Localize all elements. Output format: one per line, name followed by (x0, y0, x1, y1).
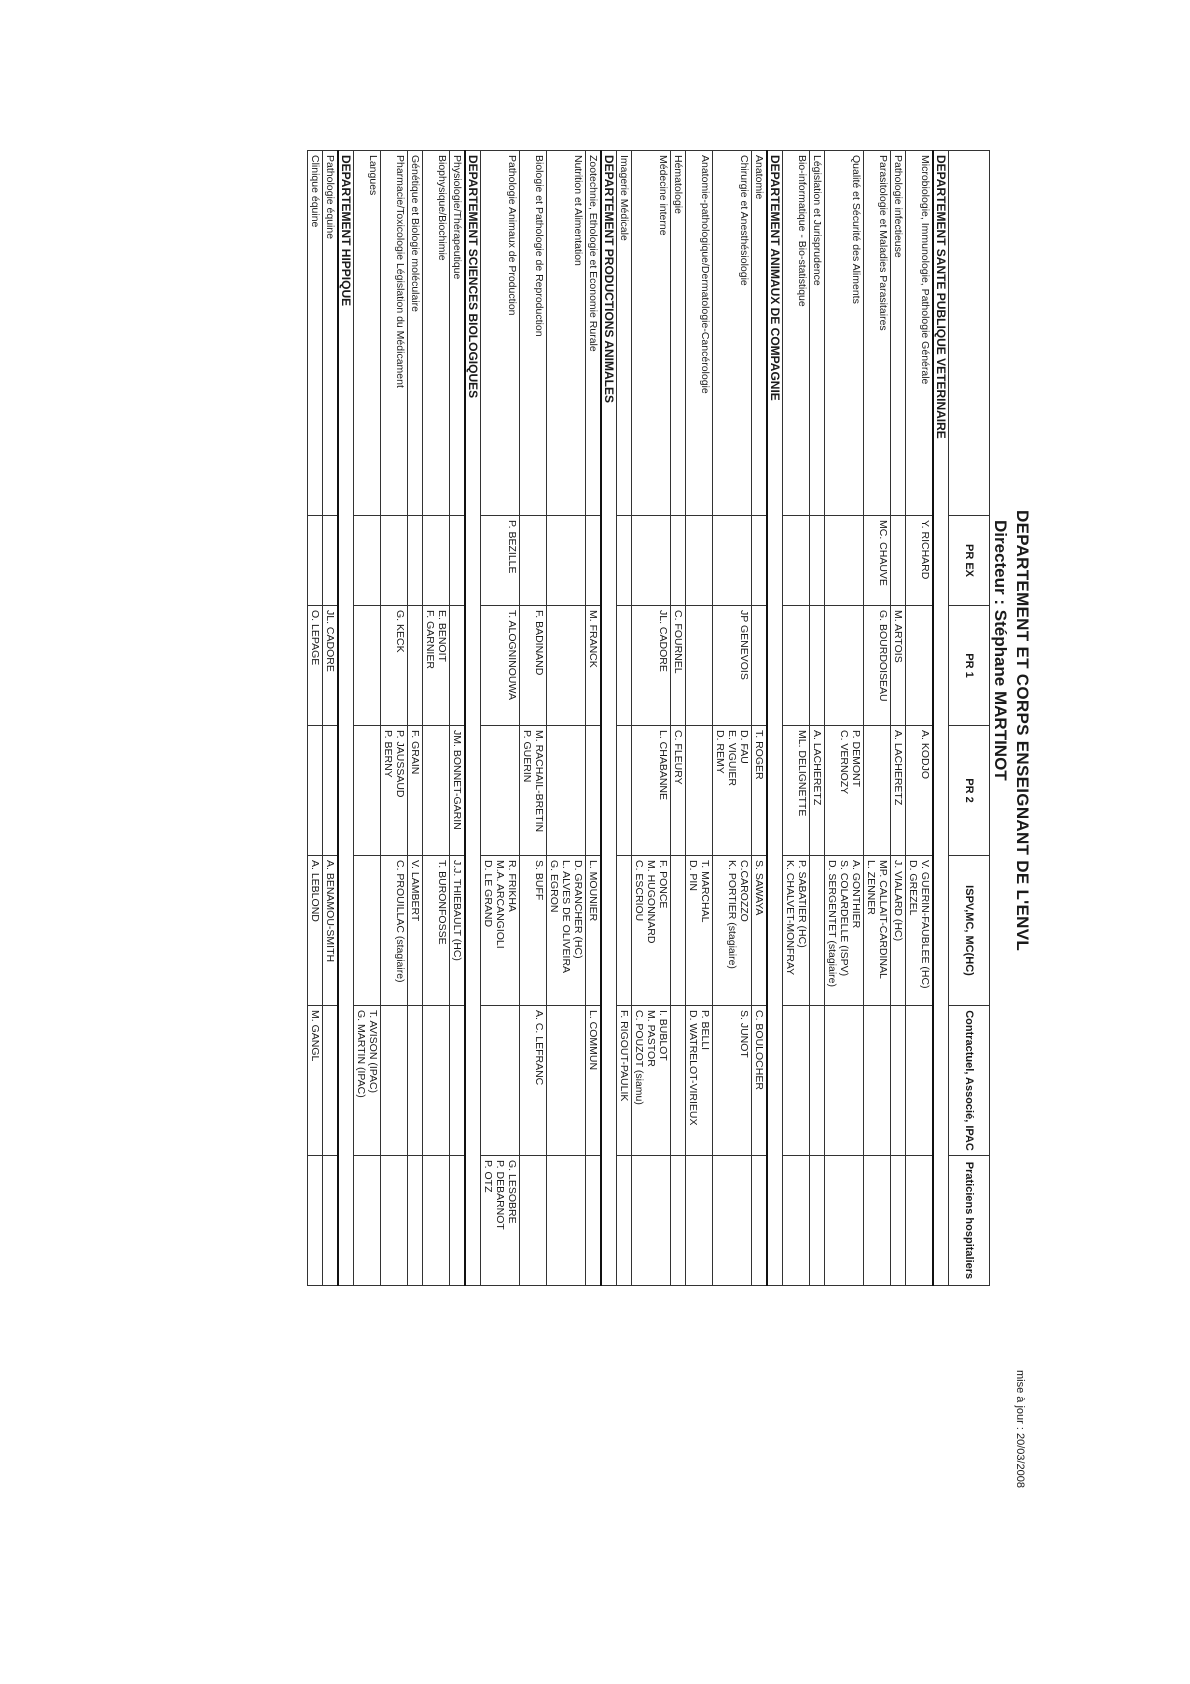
staff-cell: C. PROUILLAC (stagiaire) (381, 856, 408, 1006)
discipline-cell: Qualité et Sécurité des Aliments (825, 151, 864, 516)
staff-cell: S. SAWAYA (752, 856, 768, 1006)
discipline-cell: Clinique équine (308, 151, 323, 516)
staff-cell (752, 606, 768, 726)
staff-cell: F. PONCE M. HUGONNARD C. ESCRIOU (632, 856, 671, 1006)
staff-cell (323, 1006, 339, 1156)
table-row (891, 151, 906, 1286)
staff-cell (586, 1156, 602, 1286)
staff-cell: JM. BONNET-GARIN (450, 726, 466, 856)
staff-cell (450, 1006, 466, 1156)
staff-cell: MP. CALLAIT-CARDINAL L. ZENNER (864, 856, 891, 1006)
staff-cell (783, 1006, 810, 1156)
staff-cell (783, 1156, 810, 1286)
staff-cell: Y. RICHARD (906, 516, 934, 606)
staff-cell: JL. CADORE (632, 606, 671, 726)
staff-cell: P. DEMONT C. VERNOZY (825, 726, 864, 856)
staff-cell (408, 1156, 423, 1286)
staff-cell: A. LEBLOND (308, 856, 323, 1006)
discipline-cell: Biophysique/Biochimie (423, 151, 450, 516)
department-label: DEPARTEMENT SCIENCES BIOLOGIQUES (465, 151, 481, 1286)
table-row (354, 151, 381, 1286)
table-row (864, 151, 891, 1286)
staff-table (307, 150, 990, 1286)
staff-cell (547, 516, 586, 606)
staff-cell (713, 516, 752, 606)
discipline-cell: Imagerie Médicale (617, 151, 632, 516)
table-row (547, 151, 586, 1286)
staff-cell (423, 516, 450, 606)
staff-cell (354, 1156, 381, 1286)
staff-cell: L. CHABANNE (632, 726, 671, 856)
column-header: ISPV,MC, MC(HC) (949, 856, 990, 1006)
staff-cell: JP GENEVOIS (713, 606, 752, 726)
staff-cell: M. RACHAIL-BRETIN P. GUERIN (520, 726, 547, 856)
staff-cell (632, 1156, 671, 1286)
table-row (783, 151, 810, 1286)
table-row (752, 151, 768, 1286)
staff-cell: T. ALOGNINOUWA (481, 606, 520, 726)
discipline-cell: Bio-informatique - Bio-statistique (783, 151, 810, 516)
staff-cell (810, 606, 825, 726)
staff-cell: D. FAU E. VIGUIER D. REMY (713, 726, 752, 856)
staff-cell (423, 1006, 450, 1156)
table-row (381, 151, 408, 1286)
staff-cell: C. BOULOCHER (752, 1006, 768, 1156)
staff-cell: G. KECK (381, 606, 408, 726)
staff-cell (783, 516, 810, 606)
staff-cell (354, 726, 381, 856)
staff-cell (617, 726, 632, 856)
staff-cell (408, 606, 423, 726)
staff-cell: A. LACHERETZ (810, 726, 825, 856)
table-row (450, 151, 466, 1286)
staff-cell (481, 726, 520, 856)
staff-cell: A. KODJO (906, 726, 934, 856)
discipline-cell: Génétique et Biologie moléculaire (408, 151, 423, 516)
department-label: DEPARTEMENT PRODUCTIONS ANIMALES (601, 151, 617, 1286)
staff-cell (891, 1156, 906, 1286)
update-date: mise à jour : 20/03/2008 (1014, 1370, 1026, 1489)
staff-cell: T. MARCHAL D. PIN (686, 856, 713, 1006)
staff-cell (891, 516, 906, 606)
table-body (308, 151, 949, 1286)
staff-cell (891, 1006, 906, 1156)
discipline-cell: Pathologie infectieuse (891, 151, 906, 516)
staff-cell (354, 856, 381, 1006)
staff-cell: F. BADINAND (520, 606, 547, 726)
column-header (949, 151, 990, 516)
staff-cell: J. VIALARD (HC) (891, 856, 906, 1006)
staff-cell (686, 726, 713, 856)
table-row (713, 151, 752, 1286)
department-label: DEPARTEMENT SANTE PUBLIQUE VETERINAIRE (933, 151, 949, 1286)
discipline-cell: Parasitologie et Maladies Parasitaires (864, 151, 891, 516)
staff-cell: R. FRIKHA M.A. ARCANGIOLI D. LE GRAND (481, 856, 520, 1006)
staff-cell: F. RIGOUT-PAULIK (617, 1006, 632, 1156)
discipline-cell: Microbiologie, Immunologie, Pathologie Générale (906, 151, 934, 516)
staff-cell (686, 516, 713, 606)
discipline-cell: Chirurgie et Anesthésiologie (713, 151, 752, 516)
staff-cell (547, 1156, 586, 1286)
department-row (601, 151, 617, 1286)
staff-cell: A. C. LEFRANC (520, 1006, 547, 1156)
staff-cell (864, 1156, 891, 1286)
staff-cell: S. JUNOT (713, 1006, 752, 1156)
table-row (408, 151, 423, 1286)
staff-cell (810, 1006, 825, 1156)
staff-cell (520, 1156, 547, 1286)
staff-cell: L. MOUNIER (586, 856, 602, 1006)
discipline-cell: Nutrition et Alimentation (547, 151, 586, 516)
staff-cell (864, 726, 891, 856)
discipline-cell: Physiologie/Thérapeutique (450, 151, 466, 516)
staff-cell (825, 606, 864, 726)
department-row (465, 151, 481, 1286)
table-row (617, 151, 632, 1286)
table-row (323, 151, 339, 1286)
staff-cell (481, 1006, 520, 1156)
staff-cell (752, 516, 768, 606)
staff-cell (825, 1156, 864, 1286)
table-row (520, 151, 547, 1286)
staff-cell: C. FLEURY (671, 726, 686, 856)
staff-cell: A. GONTHIER S. COLARDELLE (ISPV) D. SERGENTET (stagiaire) (825, 856, 864, 1006)
staff-cell: E. BENOIT F. GARNIER (423, 606, 450, 726)
staff-cell (810, 1156, 825, 1286)
staff-cell (617, 1156, 632, 1286)
staff-cell: O. LEPAGE (308, 606, 323, 726)
staff-cell: T. ROGER (752, 726, 768, 856)
staff-cell: A. BENAMOU-SMITH (323, 856, 339, 1006)
department-label: DEPARTEMENT HIPPIQUE (338, 151, 354, 1286)
staff-cell: M. ARTOIS (891, 606, 906, 726)
table-header-row (949, 151, 990, 1286)
staff-cell: C. FOURNEL (671, 606, 686, 726)
staff-cell: G. LESOBRE P. DEBARNOT P. OTZ (481, 1156, 520, 1286)
staff-cell: V. GUERIN-FAUBLEE (HC) D. GREZEL (906, 856, 934, 1006)
staff-cell: J.J. THIEBAULT (HC) (450, 856, 466, 1006)
staff-cell (713, 1156, 752, 1286)
staff-cell: P. BEZILLE (481, 516, 520, 606)
staff-cell (810, 516, 825, 606)
staff-cell (381, 1156, 408, 1286)
column-header: PR 1 (949, 606, 990, 726)
staff-cell (323, 726, 339, 856)
staff-cell: T. AVISON (IPAC) G. MARTIN (IPAC) (354, 1006, 381, 1156)
staff-cell (547, 1006, 586, 1156)
staff-cell (520, 516, 547, 606)
staff-cell (408, 1006, 423, 1156)
staff-cell (423, 726, 450, 856)
staff-cell (323, 516, 339, 606)
staff-cell (825, 1006, 864, 1156)
staff-cell: D. GRANCHER (HC) L. ALVES DE OLIVEIRA G. EGRON (547, 856, 586, 1006)
table-row (632, 151, 671, 1286)
staff-cell (671, 1006, 686, 1156)
table-row (686, 151, 713, 1286)
staff-cell (752, 1156, 768, 1286)
column-header: Contractuel, Associé, IPAC (949, 1006, 990, 1156)
table-row (671, 151, 686, 1286)
staff-cell (308, 1156, 323, 1286)
staff-cell (671, 856, 686, 1006)
staff-cell (450, 606, 466, 726)
column-header: Praticiens hospitaliers (949, 1156, 990, 1286)
staff-cell (423, 1156, 450, 1286)
staff-cell (617, 856, 632, 1006)
staff-cell (671, 1156, 686, 1286)
department-row (933, 151, 949, 1286)
staff-cell: S. BUFF (520, 856, 547, 1006)
staff-cell: P. JAUSSAUD P. BERNY (381, 726, 408, 856)
staff-cell: A. LACHERETZ (891, 726, 906, 856)
staff-cell (308, 726, 323, 856)
staff-cell (408, 516, 423, 606)
discipline-cell: Biologie et Pathologie de Reproduction (520, 151, 547, 516)
staff-cell (686, 1156, 713, 1286)
rotated-sheet (140, 0, 1040, 1650)
staff-cell: MC. CHAUVE (864, 516, 891, 606)
staff-cell: JL. CADORE (323, 606, 339, 726)
staff-cell: P. BELLI D. WATRELOT-VIRIEUX (686, 1006, 713, 1156)
table-row (423, 151, 450, 1286)
staff-cell (450, 1156, 466, 1286)
staff-cell: M. FRANCK (586, 606, 602, 726)
staff-cell: F. GRAIN (408, 726, 423, 856)
staff-cell (686, 606, 713, 726)
staff-cell: C.CAROZZO K. PORTIER (stagiaire) (713, 856, 752, 1006)
table-row (810, 151, 825, 1286)
staff-cell (864, 1006, 891, 1156)
staff-cell (586, 516, 602, 606)
staff-cell (906, 606, 934, 726)
discipline-cell: Anatomie (752, 151, 768, 516)
discipline-cell: Anatomie-pathologique/Dermatologie-Cancérologie (686, 151, 713, 516)
staff-cell: ML. DELIGNETTE (783, 726, 810, 856)
staff-cell (381, 516, 408, 606)
staff-cell: G. BOURDOISEAU (864, 606, 891, 726)
staff-cell (632, 516, 671, 606)
staff-cell (547, 726, 586, 856)
staff-cell (617, 516, 632, 606)
staff-cell (617, 606, 632, 726)
staff-cell (906, 1156, 934, 1286)
staff-cell (308, 516, 323, 606)
director-line: Directeur : Stéphane MARTINOT (991, 520, 1010, 781)
staff-cell (671, 516, 686, 606)
staff-cell (810, 856, 825, 1006)
discipline-cell: Pathologie équine (323, 151, 339, 516)
department-label: DEPARTEMENT ANIMAUX DE COMPAGNIE (767, 151, 783, 1286)
staff-cell: T. BURONFOSSE (423, 856, 450, 1006)
table-row (308, 151, 323, 1286)
department-row (338, 151, 354, 1286)
staff-cell: V. LAMBERT (408, 856, 423, 1006)
staff-cell: M. GANGL (308, 1006, 323, 1156)
discipline-cell: Législation et Jurisprudence (810, 151, 825, 516)
staff-cell (825, 516, 864, 606)
discipline-cell: Zootechnie, Ethologie et Economie Rurale (586, 151, 602, 516)
staff-cell: P. SABATIER (HC) K. CHALVET-MONFRAY (783, 856, 810, 1006)
staff-cell (547, 606, 586, 726)
staff-cell (586, 726, 602, 856)
staff-cell: I. BUBLOT M. PASTOR C. POUZOT (siamu) (632, 1006, 671, 1156)
discipline-cell: Hématologie (671, 151, 686, 516)
column-header: PR EX (949, 516, 990, 606)
staff-cell (906, 1006, 934, 1156)
staff-cell (783, 606, 810, 726)
table-row (906, 151, 934, 1286)
staff-cell (381, 1006, 408, 1156)
staff-cell: L. COMMUN (586, 1006, 602, 1156)
table-row (481, 151, 520, 1286)
discipline-cell: Pharmacie/Toxicologie Législation du Médicament (381, 151, 408, 516)
staff-cell (354, 606, 381, 726)
table-row (825, 151, 864, 1286)
document-title: DEPARTEMENT ET CORPS ENSEIGNANT DE L'ENVL (1013, 510, 1032, 952)
column-header: PR 2 (949, 726, 990, 856)
discipline-cell: Pathologie Animaux de Production (481, 151, 520, 516)
department-row (767, 151, 783, 1286)
discipline-cell: Médecine interne (632, 151, 671, 516)
staff-cell (450, 516, 466, 606)
staff-cell (354, 516, 381, 606)
staff-cell (323, 1156, 339, 1286)
table-row (586, 151, 602, 1286)
discipline-cell: Langues (354, 151, 381, 516)
